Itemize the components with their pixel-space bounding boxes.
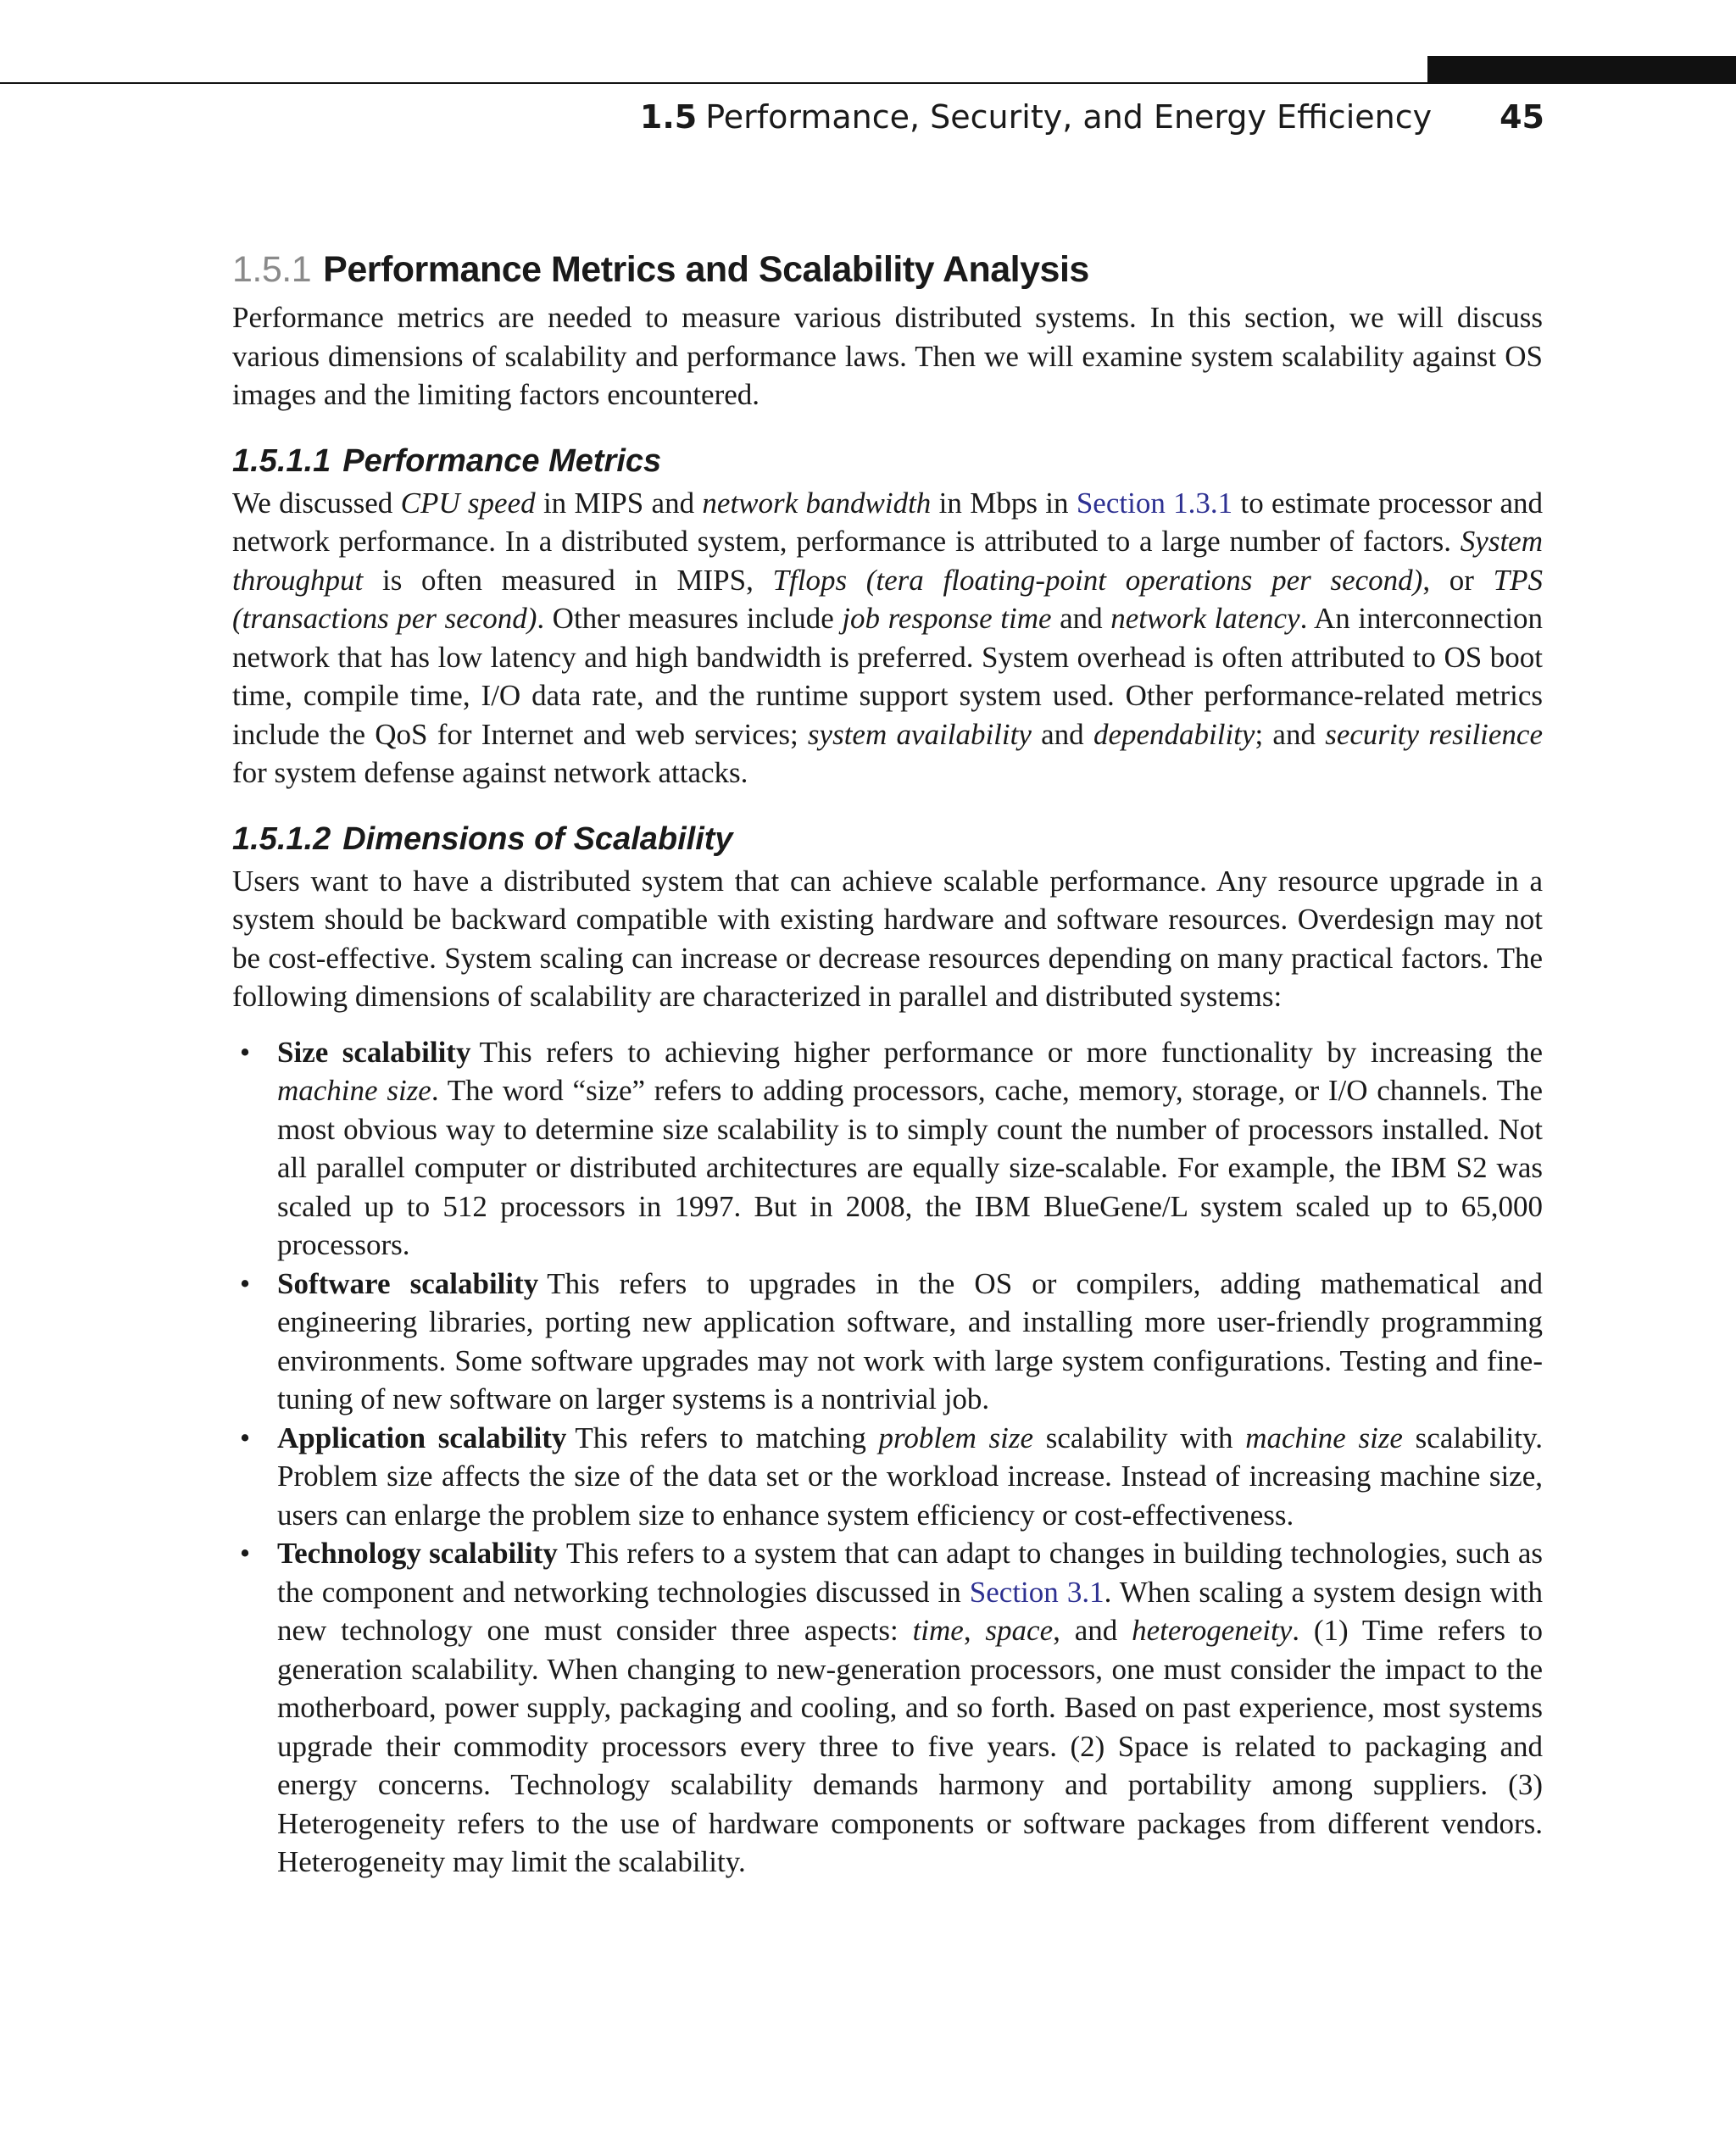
subsection-number: 1.5.1.1	[232, 442, 331, 479]
section-link[interactable]: Section 1.3.1	[1076, 486, 1233, 520]
list-item-size-scalability: • Size scalability This refers to achieving higher performance or more functionality by increasing the machine size. The word “size” refers to adding processors, cache, memory, storage, or I/O channels. The most obvious way to determine size scalability is to simply count the number of processors installed. Not all parallel computer or distributed architectures are equally size-scalable. For example, the IBM S2 was scaled up to 512 processors in 1997. But in 2008, the IBM BlueGene/L system scaled up to 65,000 processors.	[232, 1033, 1543, 1265]
emphasis-term: Tflops (tera floating-point operations per second)	[772, 563, 1423, 597]
running-header	[640, 95, 1544, 139]
subsection-heading-metrics	[232, 440, 1543, 482]
section-intro-paragraph: Performance metrics are needed to measure various distributed systems. In this section, we will discuss various dimensions of scalability and performance laws. Then we will examine system scalability against OS images and the limiting factors encountered.	[232, 301, 1543, 411]
list-item-software-scalability: • Software scalability This refers to upgrades in the OS or compilers, adding mathematical and engineering libraries, porting new application software, and installing more user-friendly programming environments. Some software upgrades may not work with large system configurations. Testing and fine-tuning of new software on larger systems is a nontrivial job.	[232, 1265, 1543, 1419]
subsection-number: 1.5.1.2	[232, 820, 331, 857]
emphasis-term: job response time	[842, 602, 1052, 635]
emphasis-term: machine size	[277, 1074, 431, 1107]
metrics-paragraph: We discussed CPU speed in MIPS and network bandwidth in Mbps in Section 1.3.1 to estimate processor and network performance. In a distributed system, performance is attributed to a large number of factors. System throughput is often measured in MIPS, Tflops (tera floating-point operations per second), or TPS (transactions per second). Other measures include job response time and network latency. An interconnection network that has low latency and high bandwidth is preferred. System overhead is often attributed to OS boot time, compile time, I/O data rate, and the runtime support system used. Other performance-related metrics include the QoS for Internet and web services; system availability and dependability; and security resilience for system defense against network attacks.	[232, 486, 1544, 789]
page-number: 45	[1500, 98, 1544, 136]
emphasis-term: space	[985, 1614, 1054, 1647]
section-heading	[232, 246, 1543, 293]
emphasis-term: network bandwidth	[702, 486, 932, 520]
list-item-term: Software scalability	[277, 1266, 539, 1300]
bullet-icon: •	[239, 1421, 251, 1454]
bullet-icon: •	[239, 1537, 251, 1570]
bullet-icon: •	[239, 1035, 251, 1069]
list-item-term: Application scalability	[277, 1421, 567, 1454]
subsection-title: Dimensions of Scalability	[342, 820, 733, 857]
emphasis-term: system availability	[807, 717, 1032, 751]
emphasis-term: CPU speed	[400, 486, 536, 520]
emphasis-term: problem size	[878, 1421, 1034, 1454]
list-item-technology-scalability: • Technology scalability This refers to a system that can adapt to changes in building technologies, such as the component and networking technologies discussed in Section 3.1. When scaling a system design with new technology one must consider three aspects: time, space, and heterogeneity. (1) Time refers to generation scalability. When changing to new-generation processors, one must consider the impact to the motherboard, power supply, packaging and cooling, and so forth. Based on past experience, most systems upgrade their commodity processors every three to five years. (2) Space is related to packaging and energy concerns. Technology scalability demands harmony and portability among suppliers. (3) Heterogeneity refers to the use of hardware components or software packages from different vendors. Heterogeneity may limit the scalability.	[232, 1534, 1543, 1882]
emphasis-term: machine size	[1245, 1421, 1403, 1454]
emphasis-term: network latency	[1110, 602, 1300, 635]
emphasis-term: time	[912, 1614, 964, 1647]
header-rule	[0, 82, 1736, 84]
list-item-term: Size scalability	[277, 1035, 471, 1069]
list-item-term: Technology scalability	[277, 1537, 558, 1570]
header-section-title: Performance, Security, and Energy Efficiency	[705, 98, 1433, 136]
emphasis-term: heterogeneity	[1132, 1614, 1293, 1647]
list-item-application-scalability: • Application scalability This refers to matching problem size scalability with machine size scalability. Problem size affects the size of the data set or the workload increase. Instead of increasing machine size, users can enlarge the problem size to enhance system efficiency or cost-effectiveness.	[232, 1419, 1543, 1535]
emphasis-term: TPS (transactions per second)	[232, 563, 1544, 635]
section-link[interactable]: Section 3.1	[969, 1575, 1104, 1609]
header-section-number: 1.5	[639, 98, 698, 136]
subsection-title: Performance Metrics	[342, 442, 662, 479]
emphasis-term: security resilience	[1325, 717, 1543, 751]
scalability-intro-paragraph: Users want to have a distributed system that can achieve scalable performance. Any resource upgrade in a system should be backward compatible with existing hardware and software resources. Overdesign may not be cost-effective. System scaling can increase or decrease resources depending on many practical factors. The following dimensions of scalability are characterized in parallel and distributed systems:	[232, 864, 1543, 1013]
page-body	[232, 246, 1543, 1882]
bullet-icon: •	[239, 1266, 251, 1300]
section-title: Performance Metrics and Scalability Analysis	[323, 249, 1089, 290]
scalability-list	[232, 1033, 1543, 1882]
emphasis-term: dependability	[1093, 717, 1255, 751]
subsection-heading-scalability	[232, 818, 1543, 860]
section-number: 1.5.1	[232, 249, 312, 290]
header-black-bar	[1427, 56, 1736, 84]
emphasis-term: System throughput	[232, 525, 1543, 597]
